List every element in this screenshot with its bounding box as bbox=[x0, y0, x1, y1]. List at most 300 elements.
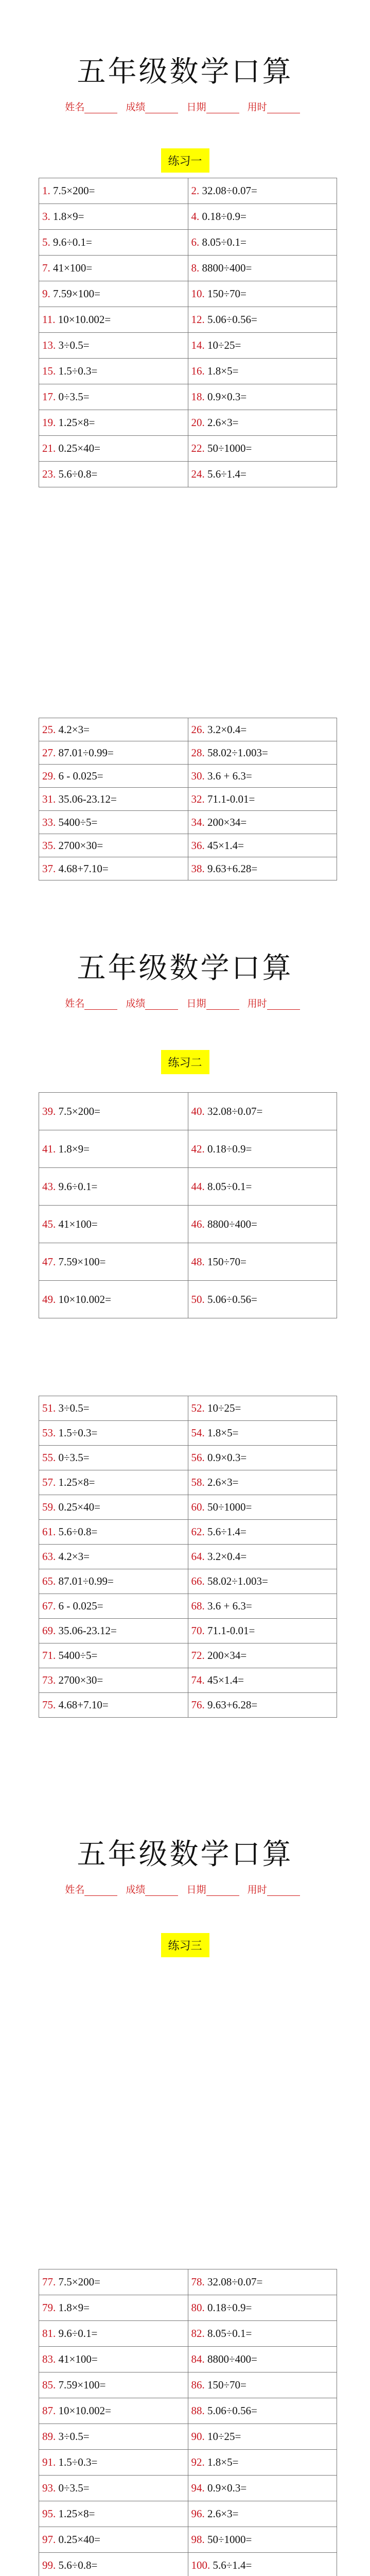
problem-expression: 10÷25= bbox=[207, 2430, 241, 2443]
problem-number: 64. bbox=[191, 1550, 205, 1563]
problem-number: 39. bbox=[42, 1105, 56, 1117]
problem-cell bbox=[39, 1206, 188, 1243]
problem-number: 72. bbox=[191, 1649, 205, 1662]
problem-expression: 1.25×8= bbox=[58, 2507, 95, 2520]
problem-number: 59. bbox=[42, 1501, 56, 1513]
problem-expression: 0.18÷0.9= bbox=[202, 210, 246, 223]
problem-number: 88. bbox=[191, 2404, 205, 2417]
problem-expression: 150÷70= bbox=[207, 2379, 246, 2391]
table-row bbox=[39, 1168, 337, 1206]
problem-cell bbox=[188, 2321, 337, 2347]
problem-expression: 32.08÷0.07= bbox=[207, 2276, 263, 2288]
problem-expression: 2700×30= bbox=[58, 1674, 103, 1686]
table-row bbox=[39, 359, 337, 384]
date-blank bbox=[206, 1886, 239, 1896]
problem-expression: 1.8×5= bbox=[207, 1427, 239, 1439]
problem-expression: 3.2×0.4= bbox=[207, 1550, 247, 1563]
problem-cell bbox=[188, 2372, 337, 2398]
table-row bbox=[39, 2321, 337, 2347]
table-row bbox=[39, 307, 337, 333]
problem-expression: 7.5×200= bbox=[53, 184, 95, 197]
problem-number: 80. bbox=[191, 2301, 205, 2314]
problem-cell bbox=[188, 1643, 337, 1668]
problem-number: 89. bbox=[42, 2430, 56, 2443]
name-label: 姓名 bbox=[65, 998, 85, 1009]
problem-cell bbox=[39, 230, 188, 256]
problem-cell bbox=[188, 1520, 337, 1545]
score-blank bbox=[145, 1886, 178, 1896]
problem-cell bbox=[39, 1619, 188, 1643]
problem-cell bbox=[188, 834, 337, 857]
problem-expression: 7.59×100= bbox=[58, 2379, 106, 2391]
problem-cell bbox=[188, 1396, 337, 1421]
table-row bbox=[39, 1693, 337, 1718]
time-label: 用时 bbox=[247, 1884, 267, 1895]
problem-cell bbox=[39, 1168, 188, 1206]
table-row bbox=[39, 410, 337, 436]
name-blank bbox=[84, 1000, 117, 1010]
table-row bbox=[39, 1093, 337, 1130]
problem-cell bbox=[39, 811, 188, 834]
problem-cell bbox=[39, 1093, 188, 1130]
problem-number: 90. bbox=[191, 2430, 205, 2443]
problem-number: 26. bbox=[191, 723, 205, 736]
problem-cell bbox=[188, 2553, 337, 2576]
problem-expression: 32.08÷0.07= bbox=[207, 1105, 263, 1117]
problem-number: 11. bbox=[42, 313, 56, 326]
score-blank bbox=[145, 1000, 178, 1010]
problem-cell bbox=[39, 2476, 188, 2501]
problem-number: 21. bbox=[42, 442, 56, 454]
problem-cell bbox=[188, 256, 337, 281]
problem-expression: 35.06-23.12= bbox=[58, 1624, 117, 1637]
problem-expression: 0.18÷0.9= bbox=[207, 1142, 252, 1155]
name-label: 姓名 bbox=[65, 101, 85, 113]
name-blank bbox=[84, 104, 117, 113]
problem-cell bbox=[188, 410, 337, 436]
problem-expression: 0÷3.5= bbox=[58, 2482, 90, 2494]
problem-cell bbox=[39, 2321, 188, 2347]
problem-expression: 8.05÷0.1= bbox=[207, 1180, 252, 1193]
problem-number: 42. bbox=[191, 1142, 205, 1155]
table-row bbox=[39, 857, 337, 880]
problem-cell bbox=[188, 281, 337, 307]
table-row bbox=[39, 281, 337, 307]
table-row bbox=[39, 2527, 337, 2553]
table-row bbox=[39, 2269, 337, 2295]
problem-cell bbox=[188, 2424, 337, 2450]
problem-cell bbox=[188, 788, 337, 811]
problem-number: 37. bbox=[42, 862, 56, 875]
table-row bbox=[39, 2372, 337, 2398]
date-blank bbox=[206, 1000, 239, 1010]
problem-cell bbox=[188, 2501, 337, 2527]
problem-number: 61. bbox=[42, 1526, 56, 1538]
problem-number: 49. bbox=[42, 1293, 56, 1306]
score-label: 成绩 bbox=[126, 1884, 146, 1895]
table-row bbox=[39, 1643, 337, 1668]
problem-number: 60. bbox=[191, 1501, 205, 1513]
problem-expression: 3÷0.5= bbox=[58, 1402, 90, 1414]
table-row bbox=[39, 2398, 337, 2424]
problem-expression: 41×100= bbox=[58, 2353, 98, 2365]
problem-expression: 9.63+6.28= bbox=[207, 1699, 258, 1711]
worksheet-1 bbox=[0, 49, 370, 113]
problem-expression: 8800÷400= bbox=[207, 1217, 257, 1230]
problem-number: 99. bbox=[42, 2559, 56, 2571]
problem-cell bbox=[39, 2501, 188, 2527]
date-label: 日期 bbox=[186, 1884, 206, 1895]
page-title: 五年级数学口算 bbox=[77, 1838, 293, 1871]
problem-number: 69. bbox=[42, 1624, 56, 1637]
problem-expression: 200×34= bbox=[207, 816, 247, 828]
problem-number: 85. bbox=[42, 2379, 56, 2391]
problem-number: 33. bbox=[42, 816, 56, 828]
table-row bbox=[39, 178, 337, 204]
problem-cell bbox=[188, 1495, 337, 1520]
problem-number: 31. bbox=[42, 792, 56, 805]
table-row bbox=[39, 741, 337, 765]
problem-expression: 8800÷400= bbox=[202, 262, 252, 274]
problem-number: 41. bbox=[42, 1142, 56, 1155]
problem-number: 20. bbox=[191, 416, 205, 429]
table-row bbox=[39, 2476, 337, 2501]
problem-cell bbox=[39, 2398, 188, 2424]
date-label: 日期 bbox=[186, 998, 206, 1009]
problem-cell bbox=[188, 1594, 337, 1619]
table-row bbox=[39, 1619, 337, 1643]
problem-number: 94. bbox=[191, 2482, 205, 2494]
table-row bbox=[39, 2450, 337, 2476]
exercise-badge: 练习一 bbox=[161, 148, 209, 173]
problem-cell bbox=[39, 1643, 188, 1668]
problem-table bbox=[39, 1396, 337, 1718]
problem-cell bbox=[39, 204, 188, 230]
problem-cell bbox=[39, 1545, 188, 1569]
problem-cell bbox=[188, 2295, 337, 2321]
problem-expression: 9.6÷0.1= bbox=[53, 236, 92, 248]
problem-number: 30. bbox=[191, 769, 205, 782]
problem-cell bbox=[39, 333, 188, 359]
problem-number: 75. bbox=[42, 1699, 56, 1711]
problem-expression: 35.06-23.12= bbox=[58, 792, 117, 805]
problem-number: 68. bbox=[191, 1600, 205, 1612]
table-row bbox=[39, 1446, 337, 1470]
problem-cell bbox=[39, 1693, 188, 1718]
time-blank bbox=[267, 1000, 300, 1010]
problem-expression: 8.05÷0.1= bbox=[202, 236, 246, 248]
problem-expression: 5.6÷0.8= bbox=[58, 2559, 98, 2571]
problem-number: 63. bbox=[42, 1550, 56, 1563]
problem-number: 13. bbox=[42, 339, 56, 351]
problem-expression: 1.5÷0.3= bbox=[58, 2456, 98, 2468]
problem-expression: 5400÷5= bbox=[58, 1649, 98, 1662]
problem-number: 71. bbox=[42, 1649, 56, 1662]
problem-expression: 1.8×5= bbox=[207, 2456, 239, 2468]
name-label: 姓名 bbox=[65, 1884, 85, 1895]
problem-number: 81. bbox=[42, 2327, 56, 2340]
date-blank bbox=[206, 104, 239, 113]
problem-number: 84. bbox=[191, 2353, 205, 2365]
table-row bbox=[39, 333, 337, 359]
problem-cell bbox=[39, 1470, 188, 1495]
problem-cell bbox=[39, 359, 188, 384]
problem-number: 7. bbox=[42, 262, 50, 274]
problem-expression: 4.2×3= bbox=[58, 1550, 90, 1563]
problem-expression: 7.59×100= bbox=[53, 287, 100, 300]
table-row bbox=[39, 256, 337, 281]
problem-cell bbox=[39, 2269, 188, 2295]
problem-expression: 3÷0.5= bbox=[58, 339, 90, 351]
problem-number: 16. bbox=[191, 365, 205, 377]
problem-cell bbox=[39, 2295, 188, 2321]
problem-cell bbox=[39, 718, 188, 741]
worksheet-2 bbox=[0, 945, 370, 1010]
problem-cell bbox=[39, 1243, 188, 1281]
table-row bbox=[39, 230, 337, 256]
problem-number: 23. bbox=[42, 468, 56, 480]
problem-cell bbox=[39, 2424, 188, 2450]
problem-number: 79. bbox=[42, 2301, 56, 2314]
problem-cell bbox=[39, 1668, 188, 1693]
problem-cell bbox=[39, 178, 188, 204]
problem-expression: 10÷25= bbox=[207, 339, 241, 351]
problem-number: 9. bbox=[42, 287, 50, 300]
problem-expression: 1.25×8= bbox=[58, 1476, 95, 1488]
problem-cell bbox=[39, 307, 188, 333]
table-row bbox=[39, 204, 337, 230]
problem-number: 96. bbox=[191, 2507, 205, 2520]
problem-expression: 58.02÷1.003= bbox=[207, 746, 268, 759]
problem-cell bbox=[39, 741, 188, 765]
student-info-line bbox=[0, 1882, 370, 1896]
problem-expression: 0.9×0.3= bbox=[207, 2482, 247, 2494]
problem-cell bbox=[39, 2450, 188, 2476]
problem-expression: 3÷0.5= bbox=[58, 2430, 90, 2443]
problem-cell bbox=[39, 1281, 188, 1318]
problem-cell bbox=[39, 2347, 188, 2372]
problem-expression: 2.6×3= bbox=[207, 1476, 239, 1488]
problem-cell bbox=[188, 1168, 337, 1206]
problem-cell bbox=[188, 2347, 337, 2372]
table-row bbox=[39, 811, 337, 834]
problem-cell bbox=[39, 857, 188, 880]
problem-cell bbox=[188, 333, 337, 359]
table-row bbox=[39, 2347, 337, 2372]
problem-expression: 3.2×0.4= bbox=[207, 723, 247, 736]
problem-cell bbox=[188, 1446, 337, 1470]
problem-number: 67. bbox=[42, 1600, 56, 1612]
problem-number: 76. bbox=[191, 1699, 205, 1711]
problem-cell bbox=[188, 178, 337, 204]
problem-cell bbox=[39, 834, 188, 857]
problem-cell bbox=[39, 1495, 188, 1520]
problem-expression: 1.25×8= bbox=[58, 416, 95, 429]
problem-cell bbox=[39, 1130, 188, 1168]
problem-expression: 200×34= bbox=[207, 1649, 247, 1662]
problem-expression: 1.8×9= bbox=[53, 210, 84, 223]
problem-table bbox=[39, 178, 337, 487]
problem-number: 57. bbox=[42, 1476, 56, 1488]
problem-expression: 1.8×5= bbox=[207, 365, 239, 377]
problem-expression: 41×100= bbox=[53, 262, 93, 274]
problem-cell bbox=[188, 1470, 337, 1495]
problem-expression: 0.9×0.3= bbox=[207, 391, 247, 403]
problem-number: 56. bbox=[191, 1451, 205, 1464]
problem-cell bbox=[188, 307, 337, 333]
problem-number: 1. bbox=[42, 184, 50, 197]
table-row bbox=[39, 1281, 337, 1318]
time-blank bbox=[267, 1886, 300, 1896]
table-row bbox=[39, 1545, 337, 1569]
table-row bbox=[39, 1569, 337, 1594]
problem-expression: 4.68+7.10= bbox=[58, 1699, 109, 1711]
problem-cell bbox=[188, 857, 337, 880]
problem-number: 77. bbox=[42, 2276, 56, 2288]
problem-expression: 3.6 + 6.3= bbox=[207, 1600, 252, 1612]
score-label: 成绩 bbox=[126, 101, 146, 113]
problem-number: 2. bbox=[191, 184, 200, 197]
problem-number: 35. bbox=[42, 839, 56, 852]
table-row bbox=[39, 1421, 337, 1446]
problem-cell bbox=[39, 765, 188, 788]
problem-expression: 0.25×40= bbox=[58, 1501, 100, 1513]
problem-number: 8. bbox=[191, 262, 200, 274]
problem-number: 45. bbox=[42, 1217, 56, 1230]
table-row bbox=[39, 834, 337, 857]
problem-number: 58. bbox=[191, 1476, 205, 1488]
problem-expression: 2.6×3= bbox=[207, 416, 239, 429]
problem-expression: 6 - 0.025= bbox=[58, 769, 103, 782]
problem-number: 82. bbox=[191, 2327, 205, 2340]
table-row bbox=[39, 2501, 337, 2527]
problem-number: 83. bbox=[42, 2353, 56, 2365]
problem-cell bbox=[188, 811, 337, 834]
problem-cell bbox=[39, 384, 188, 410]
problem-expression: 87.01÷0.99= bbox=[58, 1575, 114, 1587]
problem-number: 73. bbox=[42, 1674, 56, 1686]
table-row bbox=[39, 1130, 337, 1168]
time-label: 用时 bbox=[247, 101, 267, 113]
score-label: 成绩 bbox=[126, 998, 146, 1009]
problem-number: 55. bbox=[42, 1451, 56, 1464]
problem-expression: 7.5×200= bbox=[58, 2276, 100, 2288]
table-row bbox=[39, 2553, 337, 2576]
problem-number: 18. bbox=[191, 391, 205, 403]
problem-table bbox=[39, 718, 337, 880]
problem-cell bbox=[39, 256, 188, 281]
problem-number: 27. bbox=[42, 746, 56, 759]
problem-cell bbox=[188, 2269, 337, 2295]
table-row bbox=[39, 2424, 337, 2450]
problem-expression: 1.5÷0.3= bbox=[58, 1427, 98, 1439]
problem-number: 78. bbox=[191, 2276, 205, 2288]
score-blank bbox=[145, 104, 178, 113]
date-label: 日期 bbox=[186, 101, 206, 113]
table-row bbox=[39, 1594, 337, 1619]
problem-number: 22. bbox=[191, 442, 205, 454]
problem-number: 10. bbox=[191, 287, 205, 300]
problem-expression: 4.2×3= bbox=[58, 723, 90, 736]
problem-expression: 8.05÷0.1= bbox=[207, 2327, 252, 2340]
problem-cell bbox=[39, 2527, 188, 2553]
problem-expression: 5.06÷0.56= bbox=[207, 1293, 257, 1306]
problem-cell bbox=[39, 462, 188, 487]
problem-number: 87. bbox=[42, 2404, 56, 2417]
problem-expression: 87.01÷0.99= bbox=[58, 746, 114, 759]
problem-cell bbox=[188, 384, 337, 410]
problem-number: 5. bbox=[42, 236, 50, 248]
problem-cell bbox=[188, 1569, 337, 1594]
problem-expression: 5.06÷0.56= bbox=[207, 313, 257, 326]
table-row bbox=[39, 384, 337, 410]
problem-cell bbox=[188, 436, 337, 462]
table-row bbox=[39, 1206, 337, 1243]
table-row bbox=[39, 718, 337, 741]
problem-cell bbox=[39, 1520, 188, 1545]
problem-cell bbox=[188, 2398, 337, 2424]
problem-cell bbox=[188, 462, 337, 487]
problem-cell bbox=[39, 1396, 188, 1421]
problem-cell bbox=[39, 1569, 188, 1594]
problem-cell bbox=[188, 1243, 337, 1281]
problem-cell bbox=[39, 436, 188, 462]
problem-cell bbox=[188, 1619, 337, 1643]
problem-cell bbox=[39, 410, 188, 436]
problem-number: 15. bbox=[42, 365, 56, 377]
problem-expression: 71.1-0.01= bbox=[207, 792, 255, 805]
problem-expression: 5400÷5= bbox=[58, 816, 98, 828]
problem-number: 47. bbox=[42, 1255, 56, 1268]
problem-expression: 7.5×200= bbox=[58, 1105, 100, 1117]
problem-expression: 1.8×9= bbox=[58, 2301, 90, 2314]
problem-number: 28. bbox=[191, 746, 205, 759]
problem-table bbox=[39, 2269, 337, 2576]
problem-number: 38. bbox=[191, 862, 205, 875]
problem-expression: 1.8×9= bbox=[58, 1142, 90, 1155]
problem-cell bbox=[188, 1668, 337, 1693]
problem-expression: 7.59×100= bbox=[58, 1255, 106, 1268]
problem-number: 70. bbox=[191, 1624, 205, 1637]
problem-number: 50. bbox=[191, 1293, 205, 1306]
problem-cell bbox=[39, 788, 188, 811]
problem-number: 3. bbox=[42, 210, 50, 223]
problem-expression: 50÷1000= bbox=[207, 1501, 252, 1513]
problem-expression: 10×10.002= bbox=[58, 313, 111, 326]
table-row bbox=[39, 1243, 337, 1281]
problem-number: 25. bbox=[42, 723, 56, 736]
problem-expression: 3.6 + 6.3= bbox=[207, 769, 252, 782]
problem-number: 6. bbox=[191, 236, 200, 248]
problem-expression: 8800÷400= bbox=[207, 2353, 257, 2365]
problem-cell bbox=[188, 1093, 337, 1130]
table-row bbox=[39, 2295, 337, 2321]
problem-expression: 45×1.4= bbox=[207, 1674, 244, 1686]
problem-expression: 5.6÷1.4= bbox=[207, 1526, 246, 1538]
problem-expression: 10×10.002= bbox=[58, 2404, 111, 2417]
problem-number: 48. bbox=[191, 1255, 205, 1268]
problem-expression: 0.18÷0.9= bbox=[207, 2301, 252, 2314]
exercise-badge: 练习三 bbox=[161, 1933, 209, 1957]
table-row bbox=[39, 788, 337, 811]
problem-number: 14. bbox=[191, 339, 205, 351]
problem-cell bbox=[188, 230, 337, 256]
problem-number: 74. bbox=[191, 1674, 205, 1686]
problem-expression: 1.5÷0.3= bbox=[58, 365, 98, 377]
table-row bbox=[39, 1470, 337, 1495]
problem-number: 24. bbox=[191, 468, 205, 480]
problem-expression: 150÷70= bbox=[207, 1255, 246, 1268]
